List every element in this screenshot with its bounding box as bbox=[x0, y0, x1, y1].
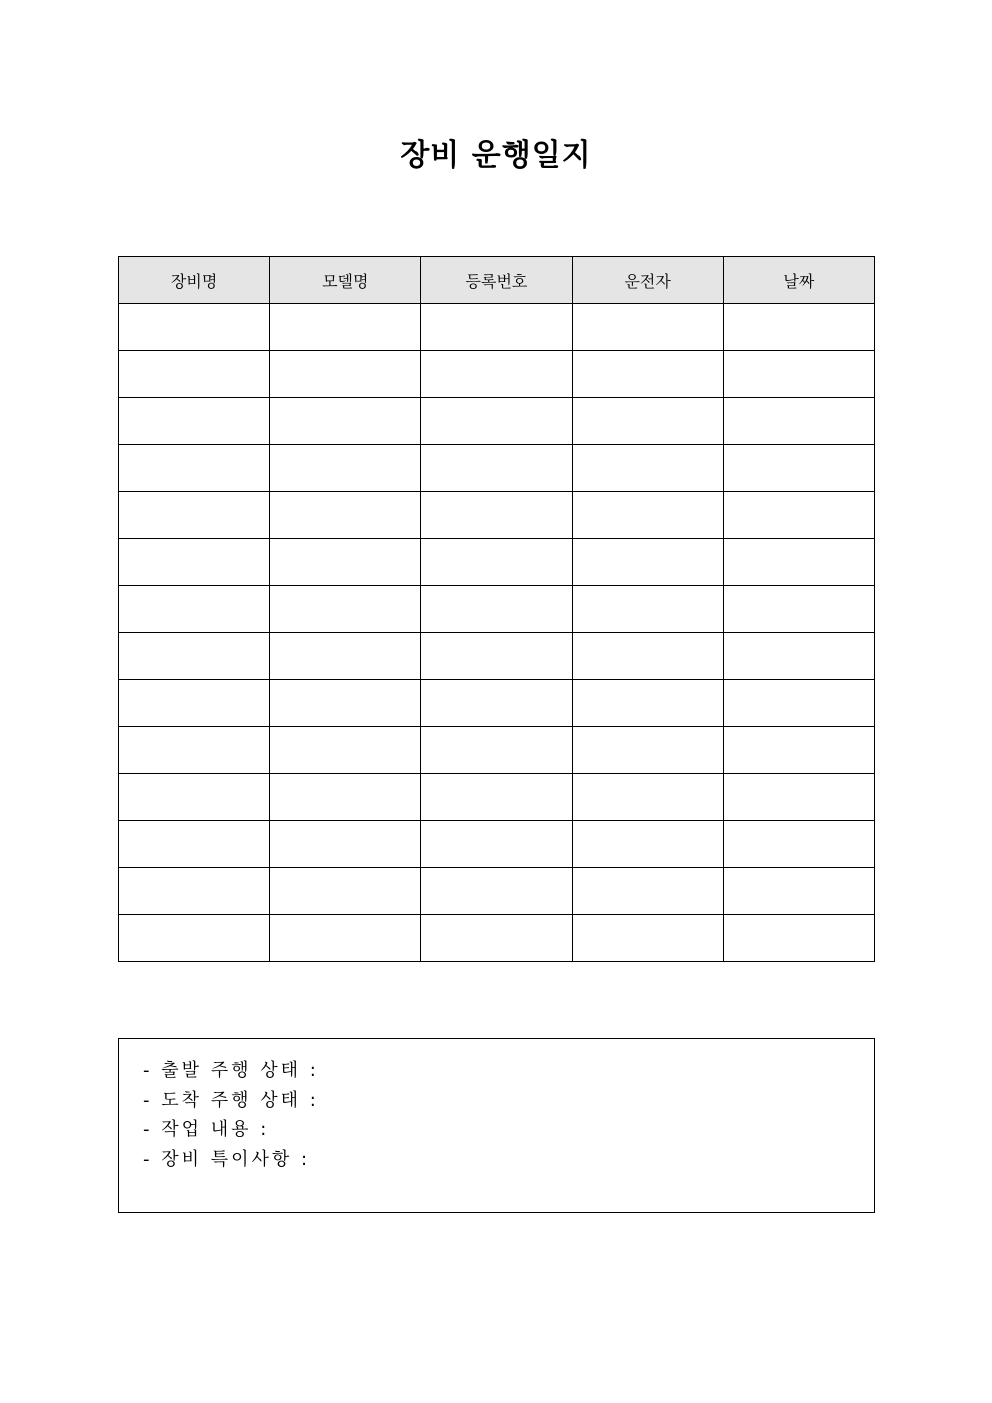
note-departure-status: - 출발 주행 상태 : bbox=[143, 1060, 319, 1081]
table-row bbox=[119, 868, 875, 915]
table-cell-model-name[interactable] bbox=[270, 539, 421, 586]
table-cell-driver[interactable] bbox=[572, 586, 723, 633]
table-cell-driver[interactable] bbox=[572, 680, 723, 727]
notes-box bbox=[118, 1038, 875, 1213]
table-cell-driver[interactable] bbox=[572, 868, 723, 915]
note-arrival-status: - 도착 주행 상태 : bbox=[143, 1089, 319, 1111]
table-cell-driver[interactable] bbox=[572, 539, 723, 586]
table-cell-model-name[interactable] bbox=[270, 774, 421, 821]
column-header-model-name: 모델명 bbox=[270, 257, 421, 304]
table-cell-date[interactable] bbox=[723, 351, 874, 398]
table-cell-model-name[interactable] bbox=[270, 633, 421, 680]
table-cell-date[interactable] bbox=[723, 304, 874, 351]
table-cell-registration-number[interactable] bbox=[421, 539, 572, 586]
table-row bbox=[119, 586, 875, 633]
table-cell-date[interactable] bbox=[723, 821, 874, 868]
column-header-registration-number: 등록번호 bbox=[421, 257, 572, 304]
table-cell-date[interactable] bbox=[723, 539, 874, 586]
table-cell-driver[interactable] bbox=[572, 774, 723, 821]
table-cell-driver[interactable] bbox=[572, 304, 723, 351]
table-cell-date[interactable] bbox=[723, 774, 874, 821]
table-cell-registration-number[interactable] bbox=[421, 821, 572, 868]
table-cell-driver[interactable] bbox=[572, 633, 723, 680]
table-row bbox=[119, 727, 875, 774]
table-cell-model-name[interactable] bbox=[270, 586, 421, 633]
table-cell-date[interactable] bbox=[723, 445, 874, 492]
table-row bbox=[119, 680, 875, 727]
table-cell-equipment-name[interactable] bbox=[119, 868, 270, 915]
table-cell-driver[interactable] bbox=[572, 727, 723, 774]
table-cell-registration-number[interactable] bbox=[421, 868, 572, 915]
table-cell-equipment-name[interactable] bbox=[119, 445, 270, 492]
table-cell-equipment-name[interactable] bbox=[119, 633, 270, 680]
table-cell-date[interactable] bbox=[723, 915, 874, 962]
table-cell-equipment-name[interactable] bbox=[119, 304, 270, 351]
table-cell-equipment-name[interactable] bbox=[119, 351, 270, 398]
table-cell-driver[interactable] bbox=[572, 492, 723, 539]
table-cell-equipment-name[interactable] bbox=[119, 774, 270, 821]
table-cell-equipment-name[interactable] bbox=[119, 680, 270, 727]
table-row bbox=[119, 398, 875, 445]
table-cell-model-name[interactable] bbox=[270, 727, 421, 774]
table-cell-model-name[interactable] bbox=[270, 868, 421, 915]
table-cell-registration-number[interactable] bbox=[421, 727, 572, 774]
operation-log-table bbox=[118, 256, 875, 962]
table-row bbox=[119, 539, 875, 586]
table-cell-equipment-name[interactable] bbox=[119, 586, 270, 633]
table-cell-registration-number[interactable] bbox=[421, 351, 572, 398]
table-cell-model-name[interactable] bbox=[270, 351, 421, 398]
table-cell-model-name[interactable] bbox=[270, 398, 421, 445]
table-row bbox=[119, 351, 875, 398]
table-cell-registration-number[interactable] bbox=[421, 633, 572, 680]
table-cell-date[interactable] bbox=[723, 633, 874, 680]
note-equipment-remarks: - 장비 특이사항 : bbox=[143, 1148, 311, 1170]
table-cell-date[interactable] bbox=[723, 398, 874, 445]
table-cell-driver[interactable] bbox=[572, 821, 723, 868]
column-header-date: 날짜 bbox=[723, 257, 874, 304]
table-cell-driver[interactable] bbox=[572, 351, 723, 398]
table-cell-registration-number[interactable] bbox=[421, 445, 572, 492]
table-row bbox=[119, 633, 875, 680]
table-cell-model-name[interactable] bbox=[270, 304, 421, 351]
table-cell-registration-number[interactable] bbox=[421, 586, 572, 633]
table-cell-driver[interactable] bbox=[572, 398, 723, 445]
column-header-driver: 운전자 bbox=[572, 257, 723, 304]
table-cell-model-name[interactable] bbox=[270, 821, 421, 868]
table-cell-date[interactable] bbox=[723, 727, 874, 774]
table-cell-model-name[interactable] bbox=[270, 680, 421, 727]
table-cell-date[interactable] bbox=[723, 680, 874, 727]
table-cell-registration-number[interactable] bbox=[421, 492, 572, 539]
note-work-content: - 작업 내용 : bbox=[143, 1119, 270, 1140]
table-header-row bbox=[119, 257, 875, 304]
table-cell-equipment-name[interactable] bbox=[119, 727, 270, 774]
table-cell-equipment-name[interactable] bbox=[119, 492, 270, 539]
table-cell-model-name[interactable] bbox=[270, 492, 421, 539]
table-row bbox=[119, 915, 875, 962]
table-cell-registration-number[interactable] bbox=[421, 680, 572, 727]
table-cell-date[interactable] bbox=[723, 868, 874, 915]
table-cell-driver[interactable] bbox=[572, 915, 723, 962]
table-cell-registration-number[interactable] bbox=[421, 774, 572, 821]
table-row bbox=[119, 445, 875, 492]
table-cell-equipment-name[interactable] bbox=[119, 915, 270, 962]
column-header-equipment-name: 장비명 bbox=[119, 257, 270, 304]
table-row bbox=[119, 492, 875, 539]
table-row bbox=[119, 304, 875, 351]
table-cell-date[interactable] bbox=[723, 586, 874, 633]
table-cell-model-name[interactable] bbox=[270, 915, 421, 962]
table-body bbox=[119, 304, 875, 962]
page-title: 장비 운행일지 bbox=[400, 138, 592, 173]
table-cell-equipment-name[interactable] bbox=[119, 539, 270, 586]
table-cell-registration-number[interactable] bbox=[421, 304, 572, 351]
table-cell-model-name[interactable] bbox=[270, 445, 421, 492]
table-cell-registration-number[interactable] bbox=[421, 398, 572, 445]
table-cell-date[interactable] bbox=[723, 492, 874, 539]
table-cell-driver[interactable] bbox=[572, 445, 723, 492]
table-cell-equipment-name[interactable] bbox=[119, 821, 270, 868]
table-cell-equipment-name[interactable] bbox=[119, 398, 270, 445]
table-cell-registration-number[interactable] bbox=[421, 915, 572, 962]
table-row bbox=[119, 821, 875, 868]
table-row bbox=[119, 774, 875, 821]
